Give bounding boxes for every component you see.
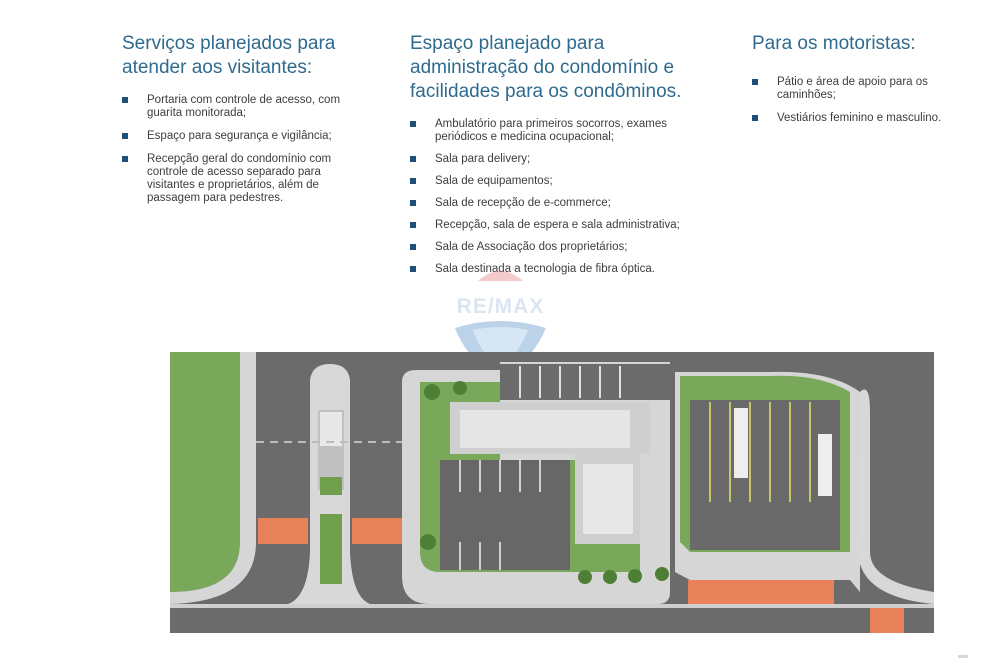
feature-text-line: caminhões; [777,89,836,101]
column-heading [752,32,982,56]
feature-list [410,118,740,276]
feature-text-line: Pátio e área de apoio para os [777,76,928,88]
feature-list-item [752,112,987,125]
feature-list [122,94,387,205]
feature-text-line: controle de acesso separado para [147,166,321,178]
square-bullet-icon [752,115,758,121]
condominium-site-plan [170,352,934,633]
heading-line: facilidades para os condôminos. [410,81,682,102]
square-bullet-icon [410,266,416,272]
heading-line: Espaço planejado para [410,33,605,54]
feature-text-line: Ambulatório para primeiros socorros, exames [435,118,668,130]
square-bullet-icon [122,97,128,103]
balloon-top-icon [473,267,528,281]
feature-list-item [122,94,387,120]
square-bullet-icon [410,222,416,228]
feature-list-item [752,76,987,102]
feature-text-line: Portaria com controle de acesso, com [147,94,341,106]
feature-list-item [410,241,740,254]
feature-list-item [410,153,740,166]
left-grass [170,352,240,592]
feature-list-item [410,175,740,188]
heading-line: Serviços planejados para [122,33,336,54]
feature-text-line: passagem para pedestres. [147,192,284,204]
feature-text-line: periódicos e medicina ocupacional; [435,131,614,143]
square-bullet-icon [752,79,758,85]
feature-text-line: Recepção, sala de espera e sala administrativa; [435,219,680,231]
square-bullet-icon [410,121,416,127]
truck-1 [734,408,748,478]
column-heading [122,32,387,80]
heading-line: administração do condomínio e [410,57,675,78]
square-bullet-icon [410,244,416,250]
column-heading [410,32,740,104]
drivers-column [752,32,982,135]
feature-list-item [122,130,387,143]
feature-list-item [410,219,740,232]
watermark-text: RE/MAX [456,295,545,318]
administration-column [410,32,740,285]
page-corner-mark [958,655,968,658]
truck-2 [818,434,832,496]
feature-text-line: Sala de recepção de e-commerce; [435,197,611,209]
feature-list-item [410,118,740,144]
truck-parking [690,400,840,550]
heading-line: Para os motoristas: [752,33,916,54]
square-bullet-icon [410,178,416,184]
feature-text-line: Sala destinada a tecnologia de fibra óptica. [435,263,655,275]
feature-text-line: Vestiários feminino e masculino. [777,112,942,124]
feature-list-item [410,197,740,210]
square-bullet-icon [122,156,128,162]
feature-text-line: Recepção geral do condomínio com [147,153,332,165]
feature-text-line: Sala de Associação dos proprietários; [435,241,628,253]
square-bullet-icon [410,200,416,206]
feature-list [752,76,982,125]
feature-list-item [122,153,387,205]
heading-line: atender aos visitantes: [122,57,313,78]
feature-text-line: Espaço para segurança e vigilância; [147,130,332,142]
feature-text-line: guarita monitorada; [147,107,247,119]
feature-text-line: Sala para delivery; [435,153,531,165]
feature-text-line: visitantes e proprietários, além de [147,179,319,191]
square-bullet-icon [410,156,416,162]
feature-text-line: Sala de equipamentos; [435,175,553,187]
visitor-services-column [122,32,387,215]
square-bullet-icon [122,133,128,139]
